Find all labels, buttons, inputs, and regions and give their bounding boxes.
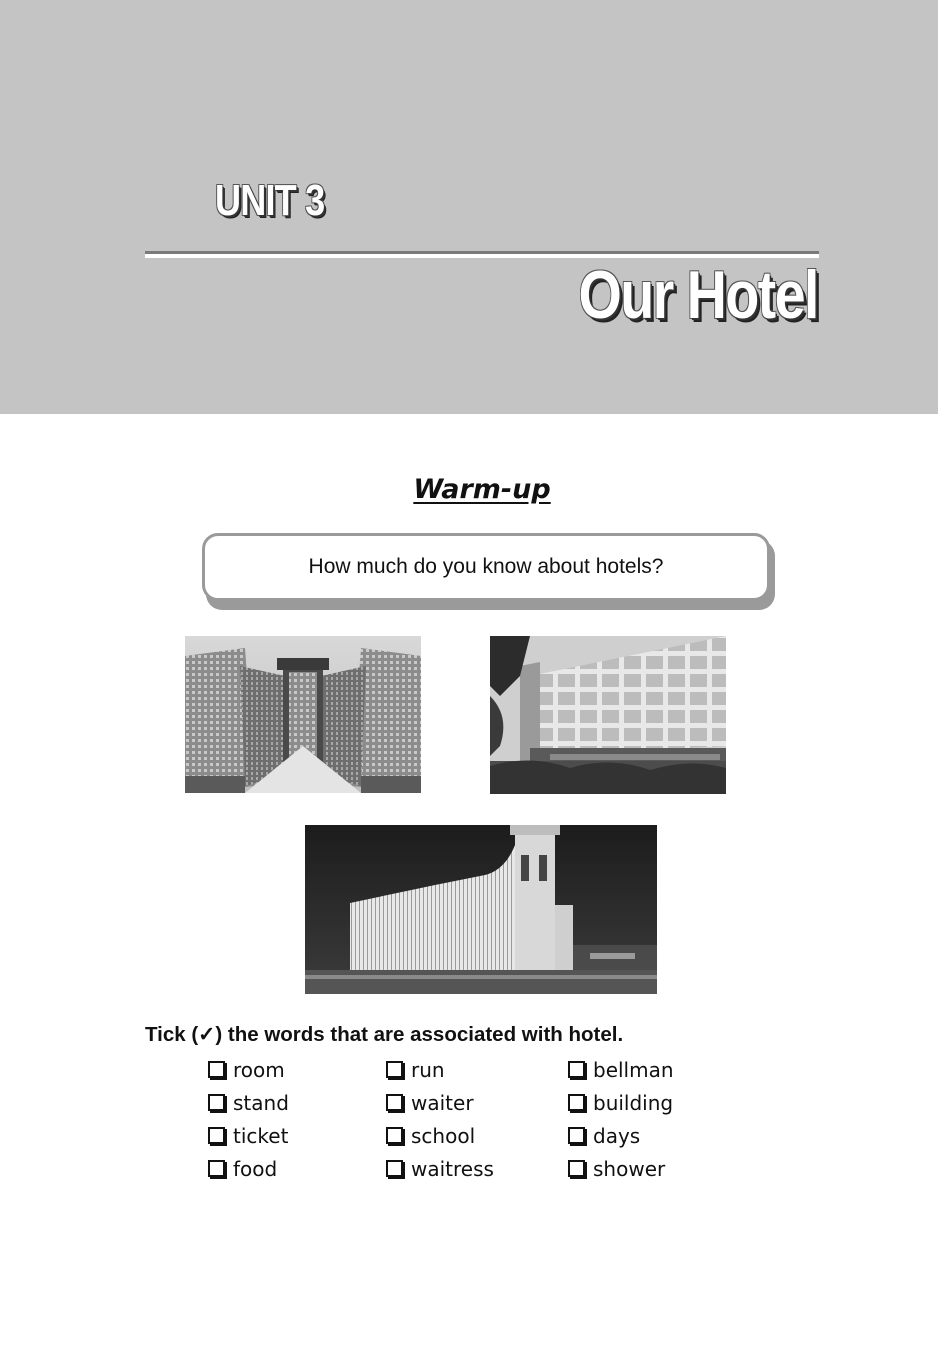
unit-banner <box>0 0 938 414</box>
hotel-photo-towers <box>185 636 421 793</box>
checkbox-item[interactable] <box>568 1157 665 1181</box>
checkbox-label: building <box>593 1091 674 1115</box>
question-text: How much do you know about hotels? <box>308 555 664 578</box>
unit-title: Our Hotel <box>578 257 818 333</box>
checkbox-item[interactable] <box>208 1124 288 1148</box>
checkbox-label: school <box>411 1124 476 1148</box>
checkbox-icon[interactable] <box>386 1127 403 1144</box>
checkbox-icon[interactable] <box>568 1061 585 1078</box>
checkbox-icon[interactable] <box>386 1160 403 1177</box>
checkbox-item[interactable] <box>208 1091 289 1115</box>
checkbox-label: bellman <box>593 1058 674 1082</box>
checkbox-item[interactable] <box>568 1124 640 1148</box>
checkbox-label: waiter <box>411 1091 474 1115</box>
checkbox-item[interactable] <box>208 1157 277 1181</box>
checkbox-label: waitress <box>411 1157 494 1181</box>
unit-label: UNIT 3 <box>215 176 325 225</box>
checkbox-icon[interactable] <box>208 1160 225 1177</box>
checkbox-item[interactable] <box>568 1058 674 1082</box>
checkbox-item[interactable] <box>386 1124 475 1148</box>
checkbox-item[interactable] <box>386 1091 474 1115</box>
checkbox-icon[interactable] <box>208 1061 225 1078</box>
checkbox-item[interactable] <box>208 1058 285 1082</box>
hotel-photo-large-building <box>305 825 657 994</box>
checkbox-icon[interactable] <box>208 1127 225 1144</box>
checkbox-item[interactable] <box>568 1091 673 1115</box>
warmup-heading: Warm-up <box>413 474 551 505</box>
question-box <box>202 533 770 601</box>
checkbox-item[interactable] <box>386 1157 494 1181</box>
checkbox-icon[interactable] <box>386 1094 403 1111</box>
checkbox-icon[interactable] <box>568 1094 585 1111</box>
checkbox-item[interactable] <box>386 1058 445 1082</box>
checkbox-icon[interactable] <box>386 1061 403 1078</box>
checkbox-icon[interactable] <box>568 1160 585 1177</box>
exercise-instruction: Tick (✓) the words that are associated with hotel. <box>145 1023 624 1046</box>
checkbox-label: stand <box>233 1091 289 1115</box>
hotel-photo-facade <box>490 636 726 794</box>
checkbox-icon[interactable] <box>568 1127 585 1144</box>
checkbox-label: run <box>411 1058 445 1082</box>
checkbox-label: room <box>233 1058 285 1082</box>
checkbox-label: food <box>233 1157 278 1181</box>
checkbox-icon[interactable] <box>208 1094 225 1111</box>
checkbox-label: shower <box>593 1157 666 1181</box>
checkbox-label: ticket <box>233 1124 289 1148</box>
checkbox-label: days <box>593 1124 641 1148</box>
